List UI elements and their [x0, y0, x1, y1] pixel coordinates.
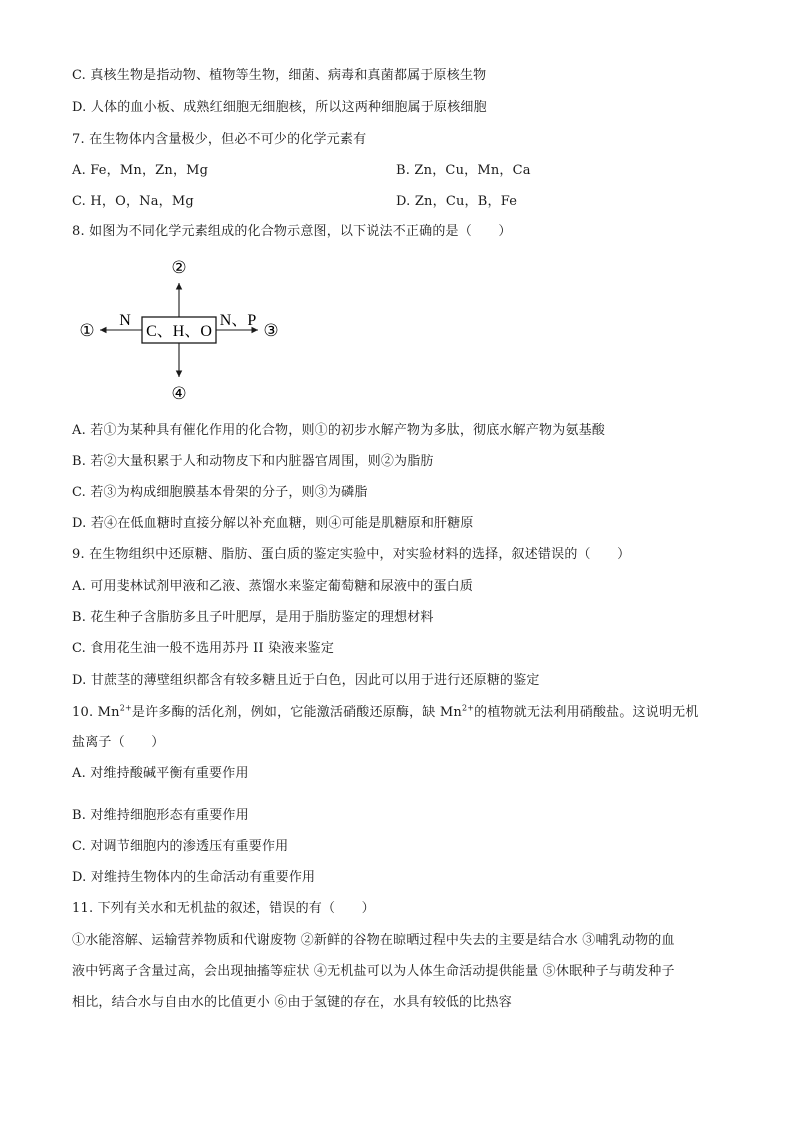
- diagram-node-1: ①: [79, 321, 95, 340]
- q8-option-c: C. 若③为构成细胞膜基本骨架的分子，则③为磷脂: [72, 485, 368, 500]
- q10-superscript-2: 2+: [461, 703, 475, 713]
- diagram-node-2: ②: [171, 258, 187, 277]
- q7-option-b: B. Zn，Cu，Mn，Ca: [396, 163, 531, 178]
- question-10: [72, 705, 699, 721]
- q9-option-a: A. 可用斐林试剂甲液和乙液、蒸馏水来鉴定葡萄糖和尿液中的蛋白质: [72, 579, 474, 594]
- q7-option-a: A. Fe，Mn，Zn，Mg: [72, 163, 209, 178]
- question-8: 8. 如图为不同化学元素组成的化合物示意图，以下说法不正确的是（ ）: [72, 224, 512, 239]
- q11-statements-line-3: 相比，结合水与自由水的比值更小 ⑥由于氢键的存在，水具有较低的比热容: [72, 995, 512, 1010]
- q8-option-a: A. 若①为某种具有催化作用的化合物，则①的初步水解产物为多肽，彻底水解产物为氨基酸: [72, 423, 606, 438]
- q10-part-3: 的植物就无法利用硝酸盐。这说明无机: [474, 705, 699, 720]
- diagram-right-element-label: N、P: [219, 312, 257, 329]
- q11-statements-line-2: 液中钙离子含量过高，会出现抽搐等症状 ④无机盐可以为人体生命活动提供能量 ⑤休眠种子与萌发种子: [72, 964, 675, 979]
- q10-option-a: A. 对维持酸碱平衡有重要作用: [72, 766, 249, 781]
- q6-option-c: C. 真核生物是指动物、植物等生物，细菌、病毒和真菌都属于原核生物: [72, 68, 487, 83]
- q10-part-2: 是许多酶的活化剂，例如，它能激活硝酸还原酶，缺 Mn: [131, 705, 462, 720]
- q7-option-c: C. H，O，Na，Mg: [72, 194, 194, 209]
- q11-statements-line-1: ①水能溶解、运输营养物质和代谢废物 ②新鲜的谷物在晾晒过程中失去的主要是结合水 ③哺乳动物的血: [72, 933, 675, 948]
- question-10-continued: 盐离子（ ）: [72, 735, 165, 750]
- compound-diagram: [70, 255, 300, 405]
- q10-option-c: C. 对调节细胞内的渗透压有重要作用: [72, 839, 289, 854]
- q6-option-d: D. 人体的血小板、成熟红细胞无细胞核，所以这两种细胞属于原核细胞: [72, 100, 487, 115]
- q9-option-c: C. 食用花生油一般不选用苏丹 II 染液来鉴定: [72, 641, 335, 656]
- question-11: 11. 下列有关水和无机盐的叙述，错误的有（ ）: [72, 901, 375, 916]
- q10-option-d: D. 对维持生物体内的生命活动有重要作用: [72, 870, 316, 885]
- q10-option-b: B. 对维持细胞形态有重要作用: [72, 808, 249, 823]
- diagram-node-4: ④: [171, 384, 187, 403]
- q10-part-1: 10. Mn: [72, 705, 120, 720]
- question-9: 9. 在生物组织中还原糖、脂肪、蛋白质的鉴定实验中，对实验材料的选择，叙述错误的（ ）: [72, 547, 631, 562]
- q8-option-d: D. 若④在低血糖时直接分解以补充血糖，则④可能是肌糖原和肝糖原: [72, 516, 474, 531]
- q10-superscript-1: 2+: [119, 703, 132, 713]
- diagram-node-3: ③: [263, 321, 279, 340]
- question-7: 7. 在生物体内含量极少，但必不可少的化学元素有: [72, 132, 367, 147]
- q7-option-d: D. Zn，Cu，B，Fe: [396, 194, 518, 209]
- diagram-left-element-label: N: [119, 312, 131, 329]
- diagram-center-label: C、H、O: [146, 323, 212, 340]
- q8-option-b: B. 若②大量积累于人和动物皮下和内脏器官周围，则②为脂肪: [72, 454, 434, 469]
- q9-option-b: B. 花生种子含脂肪多且子叶肥厚，是用于脂肪鉴定的理想材料: [72, 610, 434, 625]
- q9-option-d: D. 甘蔗茎的薄壁组织都含有较多糖且近于白色，因此可以用于进行还原糖的鉴定: [72, 673, 540, 688]
